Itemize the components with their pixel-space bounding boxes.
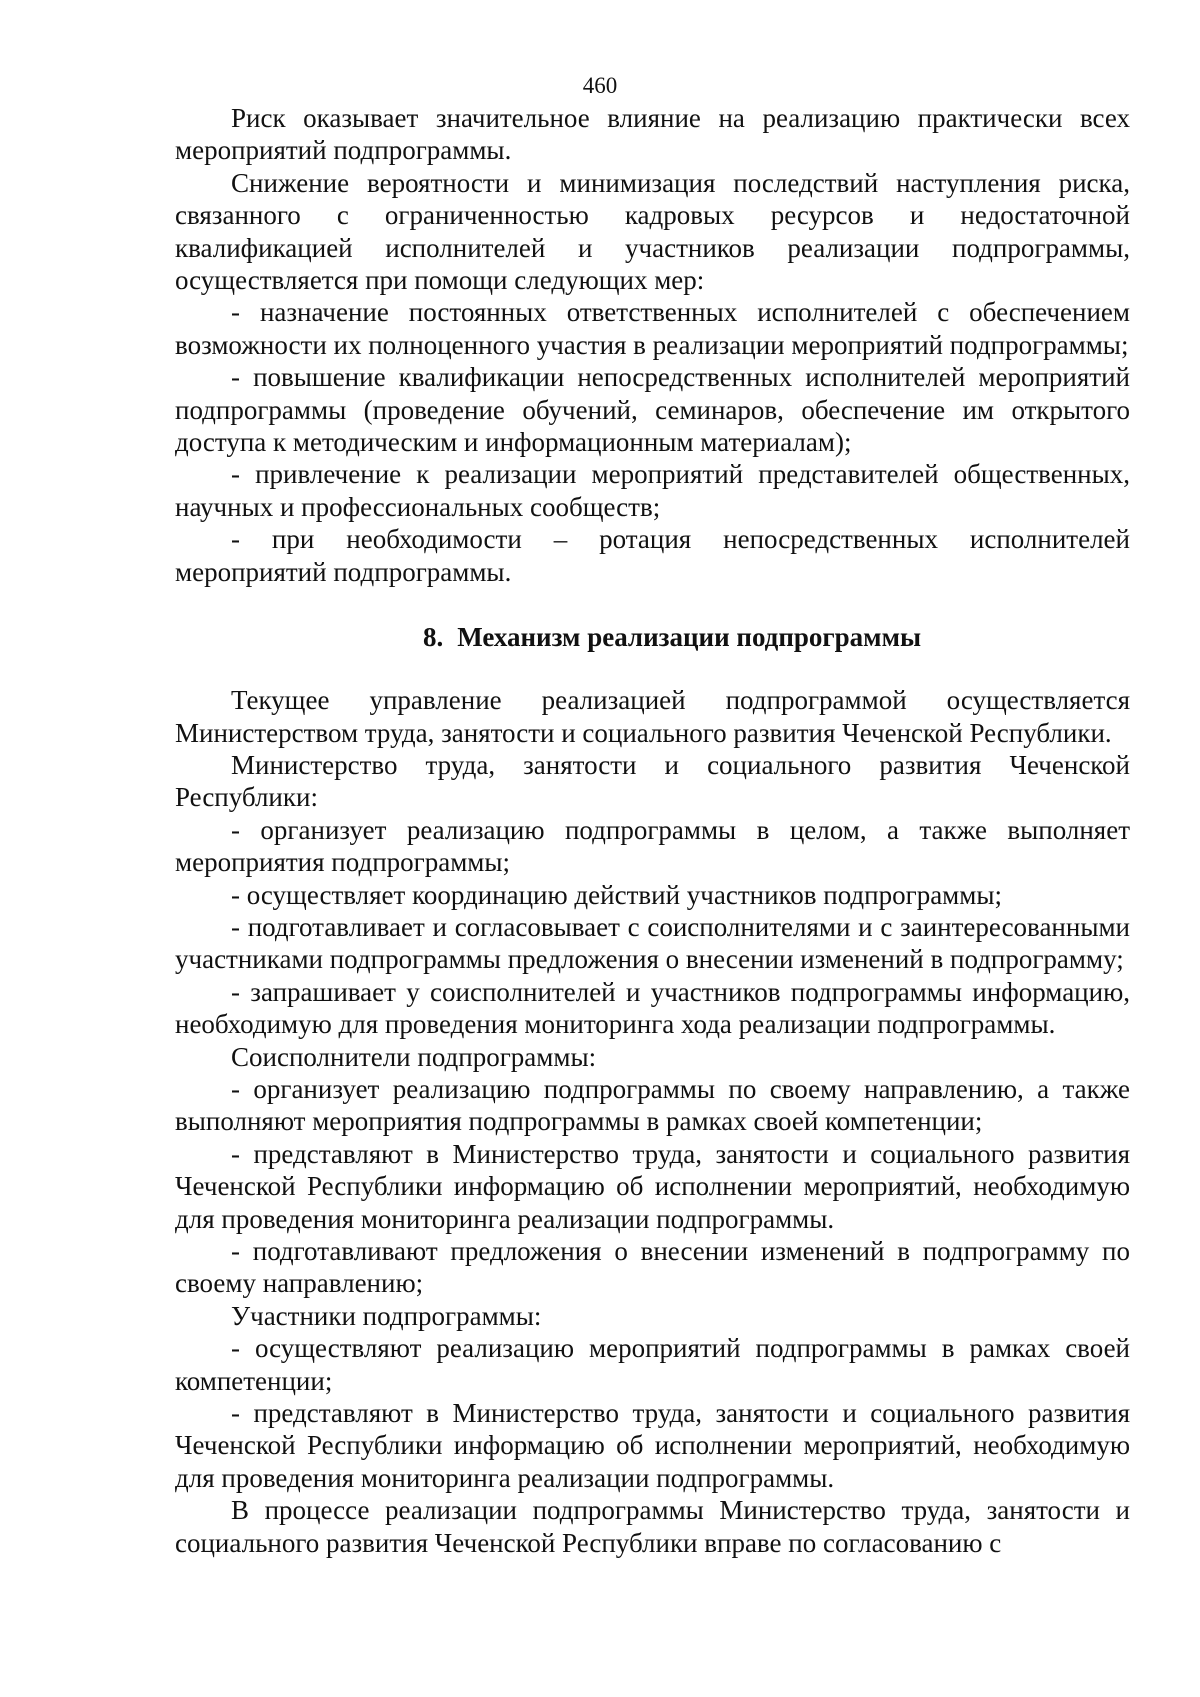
paragraph: Участники подпрограммы:: [231, 1300, 542, 1331]
list-item: - осуществляет координацию действий участников подпрограммы;: [231, 879, 1002, 910]
paragraph: Текущее управление реализацией подпрограммой осуществляется Министерством труда, занятости и социального развития Чеченской Республики.: [175, 685, 1130, 748]
section-title: Механизм реализации подпрограммы: [457, 622, 922, 653]
list-item: - организует реализацию подпрограммы по своему направлению, а также выполняют мероприятия подпрограммы в рамках своей компетенции;: [175, 1073, 1130, 1137]
paragraph: Снижение вероятности и минимизация последствий наступления риска, связанного с ограниченностью кадровых ресурсов и недостаточной квалификацией исполнителей и участников реализации подпрограммы, осуществляется при помощи следующих мер:: [175, 167, 1130, 296]
list-item: - при необходимости – ротация непосредственных исполнителей мероприятий подпрограммы.: [175, 524, 1130, 587]
paragraph: В процессе реализации подпрограммы Министерство труда, занятости и социального развития Чеченской Республики вправе по согласованию с: [175, 1495, 1130, 1558]
document-body: [175, 102, 1130, 1559]
list-item: - запрашивает у соисполнителей и участников подпрограммы информацию, необходимую для проведения мониторинга хода реализации подпрограммы.: [175, 976, 1130, 1040]
paragraph: Министерство труда, занятости и социального развития Чеченской Республики:: [175, 749, 1130, 813]
page-number: 460: [582, 73, 618, 98]
list-item: - назначение постоянных ответственных исполнителей с обеспечением возможности их полноценного участия в реализации мероприятий подпрограммы;: [175, 297, 1130, 360]
list-item: - подготавливают предложения о внесении изменений в подпрограмму по своему направлению;: [175, 1236, 1130, 1299]
list-item: - подготавливает и согласовывает с соисполнителями и с заинтересованными участниками подпрограммы предложения о внесении изменений в подпрограмму;: [175, 911, 1130, 975]
section-heading: [175, 621, 1130, 653]
list-item: - осуществляют реализацию мероприятий подпрограммы в рамках своей компетенции;: [175, 1333, 1130, 1396]
paragraph: Соисполнители подпрограммы:: [231, 1041, 597, 1072]
list-item: - представляют в Министерство труда, занятости и социального развития Чеченской Республики информацию об исполнении мероприятий, необходимую для проведения мониторинга реализации подпрограммы.: [175, 1398, 1130, 1493]
list-item: - повышение квалификации непосредственных исполнителей мероприятий подпрограммы (проведение обучений, семинаров, обеспечение им открытого доступа к методическим и информационным материалам);: [175, 362, 1130, 458]
paragraph: Риск оказывает значительное влияние на реализацию практически всех мероприятий подпрограммы.: [175, 103, 1130, 166]
section-number: 8.: [423, 622, 444, 653]
list-item: - привлечение к реализации мероприятий представителей общественных, научных и профессиональных сообществ;: [175, 459, 1130, 522]
list-item: - представляют в Министерство труда, занятости и социального развития Чеченской Республики информацию об исполнении мероприятий, необходимую для проведения мониторинга реализации подпрограммы.: [175, 1138, 1130, 1234]
list-item: - организует реализацию подпрограммы в целом, а также выполняет мероприятия подпрограммы;: [175, 814, 1130, 878]
